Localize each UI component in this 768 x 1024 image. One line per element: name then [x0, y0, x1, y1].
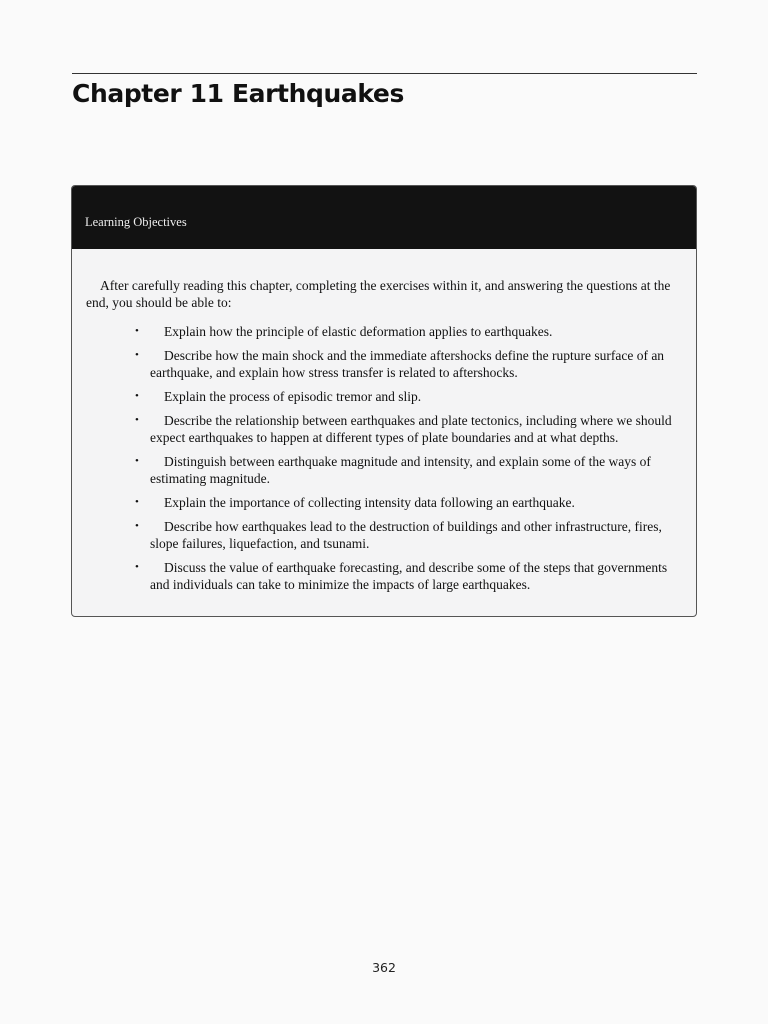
list-item [135, 453, 674, 487]
bullet-icon: • [135, 390, 139, 402]
list-item-text: Describe how the main shock and the immediate aftershocks define the rupture surface of an earthquake, and explain how stress transfer is related to aftershocks. [150, 348, 665, 380]
list-item [135, 388, 674, 405]
list-item-text: Discuss the value of earthquake forecasting, and describe some of the steps that governments and individuals can take to minimize the impacts of large earthquakes. [150, 560, 668, 592]
bullet-icon: • [135, 496, 139, 508]
header-rule [72, 73, 697, 74]
list-item [135, 559, 674, 593]
bullet-icon: • [135, 455, 139, 467]
list-item-text: Explain the process of episodic tremor and slip. [164, 389, 422, 404]
bullet-icon: • [135, 349, 139, 361]
list-item [135, 347, 674, 381]
bullet-icon: • [135, 325, 139, 337]
learning-objectives-list [86, 323, 674, 593]
bullet-icon: • [135, 414, 139, 426]
page-number: 362 [372, 960, 396, 975]
bullet-icon: • [135, 520, 139, 532]
learning-objectives-box [71, 185, 697, 617]
chapter-title: Chapter 11 Earthquakes [72, 79, 404, 108]
learning-objectives-header: Learning Objectives [72, 186, 696, 249]
list-item [135, 494, 674, 511]
learning-objectives-body [72, 249, 696, 593]
list-item-text: Describe the relationship between earthquakes and plate tectonics, including where we should expect earthquakes to happen at different types of plate boundaries and at what depths. [150, 413, 672, 445]
learning-objectives-intro: After carefully reading this chapter, completing the exercises within it, and answering the questions at the end, you should be able to: [86, 278, 671, 310]
bullet-icon: • [135, 561, 139, 573]
list-item [135, 518, 674, 552]
list-item [135, 323, 674, 340]
list-item-text: Explain the importance of collecting intensity data following an earthquake. [164, 495, 575, 510]
list-item [135, 412, 674, 446]
list-item-text: Distinguish between earthquake magnitude and intensity, and explain some of the ways of estimating magnitude. [150, 454, 651, 486]
list-item-text: Describe how earthquakes lead to the destruction of buildings and other infrastructure, fires, slope failures, liquefaction, and tsunami. [150, 519, 662, 551]
list-item-text: Explain how the principle of elastic deformation applies to earthquakes. [164, 324, 553, 339]
